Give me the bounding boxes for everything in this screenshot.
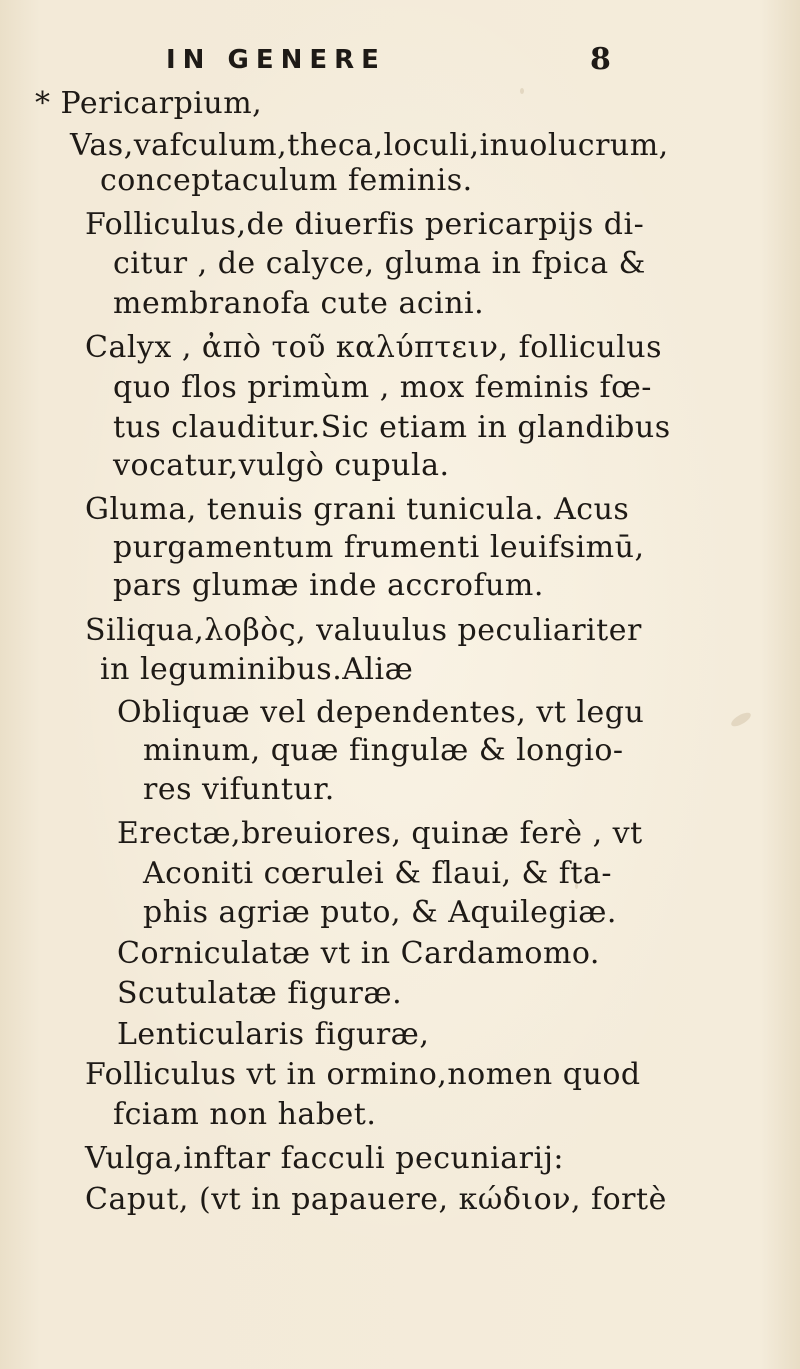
text-line: citur , de calyce, gluma in fpica &: [113, 246, 646, 281]
text-line: Obliquæ vel dependentes, vt legu: [117, 695, 645, 730]
text-line: pars glumæ inde accrofum.: [113, 568, 544, 603]
page-number: 8: [590, 42, 611, 77]
text-line: in leguminibus.Aliæ: [100, 652, 414, 687]
text-line: quo flos primùm , mox feminis fœ-: [113, 370, 652, 405]
text-line: fciam non habet.: [113, 1097, 377, 1132]
text-line: minum, quæ fingulæ & longio-: [143, 733, 624, 768]
text-line: Folliculus vt in ormino,nomen quod: [85, 1057, 641, 1092]
running-head: IN GENERE: [166, 45, 386, 75]
text-line: conceptaculum feminis.: [100, 163, 473, 198]
text-line: Scutulatæ figuræ.: [117, 976, 403, 1011]
text-line: membranofa cute acini.: [113, 286, 485, 321]
text-line: phis agriæ puto, & Aquilegiæ.: [143, 895, 617, 930]
text-line: Vas,vafculum,theca,loculi,inuolucrum,: [70, 128, 669, 163]
paper-stain: [729, 710, 753, 729]
page-header: [0, 42, 800, 82]
text-line: Lenticularis figuræ,: [117, 1017, 430, 1052]
ink-speck: [575, 883, 578, 889]
text-line: * Pericarpium,: [35, 86, 263, 121]
text-line: Vulga,inftar facculi pecuniarij:: [85, 1141, 564, 1176]
text-line: Calyx , ἀπὸ τοῦ καλύπτειν, folliculus: [85, 330, 662, 365]
text-line: Gluma, tenuis grani tunicula. Acus: [85, 492, 630, 527]
text-line: Folliculus,de diuerfis pericarpijs di-: [85, 207, 645, 242]
ink-speck: [520, 88, 524, 94]
text-line: Aconiti cœrulei & flaui, & fta-: [143, 856, 612, 891]
text-line: res vifuntur.: [143, 772, 335, 807]
text-line: Corniculatæ vt in Cardamomo.: [117, 936, 600, 971]
text-line: vocatur,vulgò cupula.: [113, 448, 450, 483]
text-line: tus clauditur.Sic etiam in glandibus: [113, 410, 671, 445]
text-line: Siliqua,λοβὸς, valuulus peculiariter: [85, 613, 642, 648]
text-line: Caput, (vt in papauere, κώδιον, fortè: [85, 1182, 667, 1217]
text-line: purgamentum frumenti leuifsimū,: [113, 530, 645, 565]
text-line: Erectæ,breuiores, quinæ ferè , vt: [117, 816, 643, 851]
